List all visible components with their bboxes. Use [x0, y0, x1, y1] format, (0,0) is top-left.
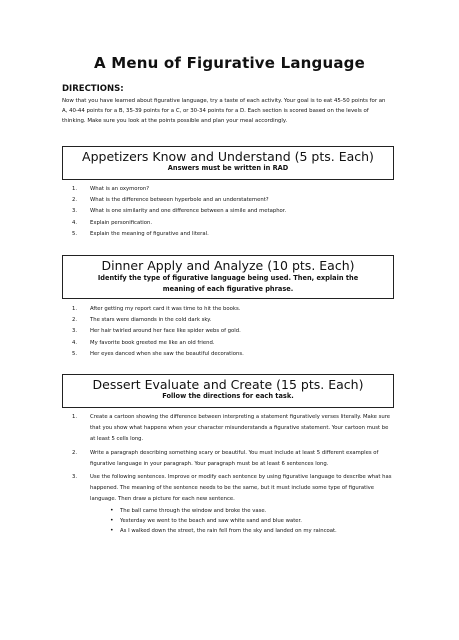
item-number: 2. [72, 197, 78, 204]
dessert-list [72, 412, 394, 538]
item-number: 2. [72, 317, 78, 324]
list-item [72, 229, 392, 240]
list-item [72, 218, 392, 229]
bullet-text: As I walked down the street, the rain fell from the sky and landed on my raincoat. [120, 527, 337, 534]
dinner-list [72, 304, 392, 360]
dessert-title: Dessert Evaluate and Create (15 pts. Each) [92, 377, 364, 392]
item-text: My favorite book greeted me like an old friend. [90, 339, 215, 346]
bullet-icon: • [110, 506, 114, 514]
dinner-subtitle-line1: Identify the type of figurative language being used. Then, explain the [97, 274, 359, 282]
item-text: Explain personification. [90, 219, 153, 226]
bullet-icon: • [110, 516, 114, 524]
item-text: What is one similarity and one difference between a simile and metaphor. [90, 208, 287, 215]
item-number: 1. [72, 186, 78, 192]
item-number: 3. [72, 208, 78, 215]
item-number: 1. [72, 306, 78, 312]
item-number: 3. [72, 328, 78, 335]
item-text: Create a cartoon showing the difference between interpreting a statement figuratively verses literally. Make sure that you show what happens when your character misunderstands a figurative statement. Your cartoon must be at least 5 cells long. [90, 414, 391, 443]
page-title: A Menu of Figurative Language [94, 54, 365, 72]
bullet-item [90, 526, 394, 536]
item-number: 5. [72, 350, 78, 357]
appetizers-list [72, 184, 392, 240]
item-number: 4. [72, 219, 78, 226]
item-number: 4. [72, 339, 78, 346]
list-item [72, 315, 392, 326]
bullet-icon: • [110, 526, 114, 534]
list-item [72, 184, 392, 195]
bullet-item [90, 516, 394, 526]
directions-text: Now that you have learned about figurative language, try a taste of each activity. Your goal is to eat 45-50 points for an A, 40-44 points for a B, 35-39 points for a C, or 30-34 points for a D. Each section is scored based on the levels of thinking. Make sure you look at the points possible and plan your meal accordingly. [62, 98, 386, 124]
item-text: After getting my report card it was time to hit the books. [90, 306, 241, 312]
directions-heading: DIRECTIONS: [62, 84, 124, 94]
list-item [72, 349, 392, 360]
item-text: Use the following sentences. Improve or modify each sentence by using figurative language to describe what has happened. The meaning of the sentence needs to be the same, but it must include some type of figurative language. Then draw a picture for each new sentence. [90, 474, 392, 503]
list-item [72, 338, 392, 349]
sentence-bullet-list [90, 506, 394, 536]
bullet-text: Yesterday we went to the beach and saw white sand and blue water. [120, 517, 302, 524]
item-number: 3. [72, 474, 78, 481]
item-text: Explain the meaning of figurative and literal. [90, 230, 209, 237]
appetizers-subtitle: Answers must be written in RAD [167, 164, 289, 172]
item-text: What is the difference between hyperbole and an understatement? [90, 197, 269, 204]
item-number: 5. [72, 230, 78, 237]
dessert-subtitle: Follow the directions for each task. [162, 392, 294, 400]
dessert-box [62, 374, 394, 408]
item-text: Write a paragraph describing something scary or beautiful. You must include at least 5 different examples of figurative language in your paragraph. Your paragraph must be at least 6 sentences long. [90, 449, 379, 467]
item-text: The stars were diamonds in the cold dark sky. [90, 317, 212, 324]
item-text: What is an oxymoron? [90, 186, 150, 192]
item-text: Her hair twirled around her face like spider webs of gold. [90, 328, 241, 335]
list-item [72, 195, 392, 206]
list-item [72, 472, 394, 536]
dinner-subtitle-line2: meaning of each figurative phrase. [162, 285, 294, 293]
item-number: 1. [72, 414, 78, 420]
appetizers-title: Appetizers Know and Understand (5 pts. Each) [82, 149, 374, 164]
list-item [72, 326, 392, 337]
bullet-item [90, 506, 394, 516]
bullet-text: The ball came through the window and broke the vase. [120, 507, 267, 514]
item-text: Her eyes danced when she saw the beautiful decorations. [90, 350, 244, 357]
item-number: 2. [72, 449, 78, 456]
list-item [72, 448, 394, 470]
list-item [72, 206, 392, 217]
dinner-title: Dinner Apply and Analyze (10 pts. Each) [101, 258, 355, 273]
appetizers-box [62, 146, 394, 180]
list-item [72, 304, 392, 315]
dinner-box [62, 255, 394, 299]
list-item [72, 412, 394, 446]
